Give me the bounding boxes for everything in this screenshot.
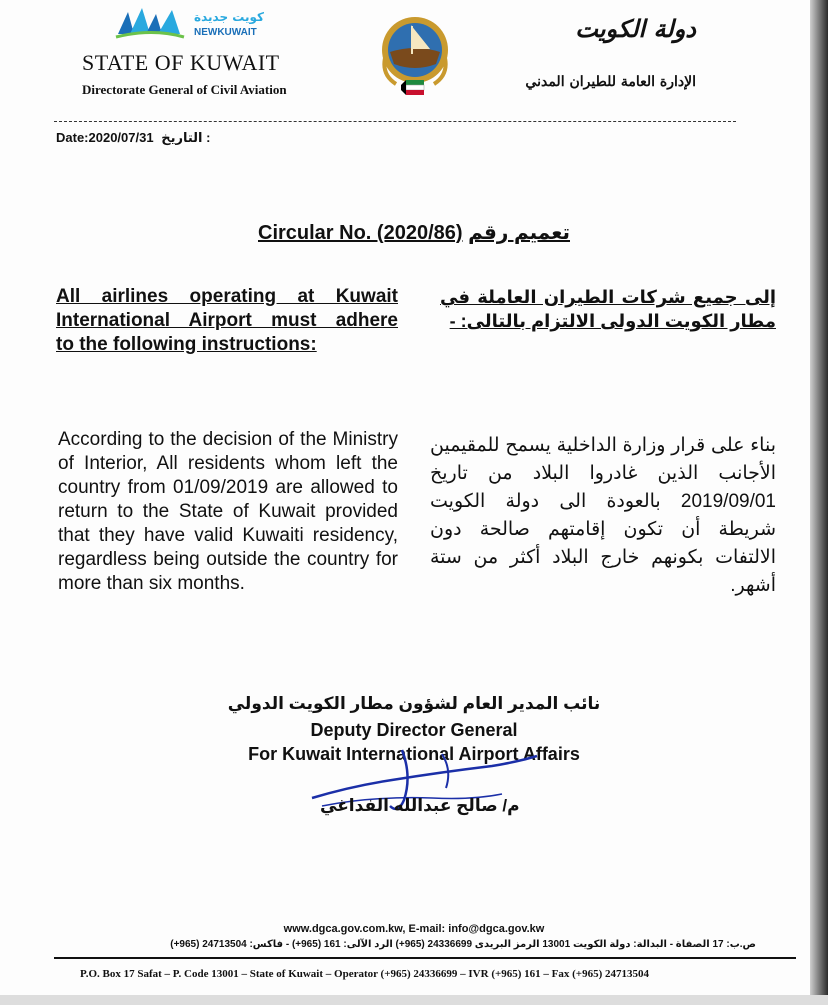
footer-web-email: www.dgca.gov.com.kw, E-mail: info@dgca.gov.kw: [283, 923, 545, 935]
instructions-heading-en: [56, 285, 398, 357]
directorate-title-en: Directorate General of Civil Aviation: [82, 82, 287, 97]
body-text-en: According to the decision of the Ministry of Interior, All residents whom left the country from 01/09/2019 are allowed to return to the State of Kuwait provided that they have valid Kuwaiti residency, regardless being outside the country for more than six months.: [58, 429, 398, 594]
page-bottom-edge: [0, 995, 828, 1005]
footer-divider: [54, 957, 796, 959]
body-text-ar: بناء على قرار وزارة الداخلية يسمح للمقيمين الأجانب الذين غادروا البلاد من تاريخ 2019/09/01 بالعودة الى دولة الكويت شريطة أن تكون إقامتهم صالحة دون الالتفات بكونهم خارج البلاد أكثر من ستة أشهر.: [430, 435, 776, 596]
signatory-title-en-2: For Kuwait International Airport Affairs: [248, 744, 580, 764]
directorate-title-ar: الإدارة العامة للطيران المدني: [525, 74, 696, 90]
state-title-en: STATE OF KUWAIT: [82, 50, 280, 75]
date-label-en: Date:: [56, 130, 89, 145]
logo-text-ar: كويت جديدة: [194, 10, 264, 24]
state-emblem-icon: [376, 14, 454, 100]
date-label-ar: : التاريخ: [161, 130, 211, 145]
state-title-ar: دولة الكويت: [575, 14, 696, 43]
instructions-heading-ar: إلى جميع شركات الطيران العاملة في مطار الكويت الدولى الالتزام بالتالى: -: [440, 287, 776, 331]
signatory-name-ar: م/ صالح عبدالله الفداغي: [320, 796, 520, 815]
circular-number-ar: تعميم رقم: [468, 222, 570, 244]
instructions-en-line-1: All airlines operating at Kuwait: [56, 286, 398, 307]
footer-address-ar: ص.ب: 17 الصفاة - البدالة: دولة الكويت 13001 الرمز البريدى 24336699 (965+) الرد الآلى: 161 (965+) - فاكس: 24713504 (965+): [170, 939, 756, 950]
date-line: [56, 130, 210, 146]
header-divider: [54, 121, 736, 122]
instructions-en-line-3: to the following instructions:: [56, 334, 317, 355]
logo-text-en: NEWKUWAIT: [194, 27, 257, 38]
footer-address-en: P.O. Box 17 Safat – P. Code 13001 – State of Kuwait – Operator (+965) 24336699 – IVR (+965) 161 – Fax (+965) 24713504: [80, 968, 649, 980]
signatory-title-ar: نائب المدير العام لشؤون مطار الكويت الدولي: [227, 694, 601, 713]
date-value: 2020/07/31: [88, 130, 154, 145]
page-edge-shadow: [810, 0, 828, 1005]
signatory-title-en-1: Deputy Director General: [310, 720, 518, 740]
newkuwait-logo: [112, 4, 282, 44]
circular-number-en: Circular No. (2020/86): [258, 222, 463, 244]
instructions-en-line-2: International Airport must adhere: [56, 310, 398, 331]
circular-heading: [0, 220, 828, 245]
